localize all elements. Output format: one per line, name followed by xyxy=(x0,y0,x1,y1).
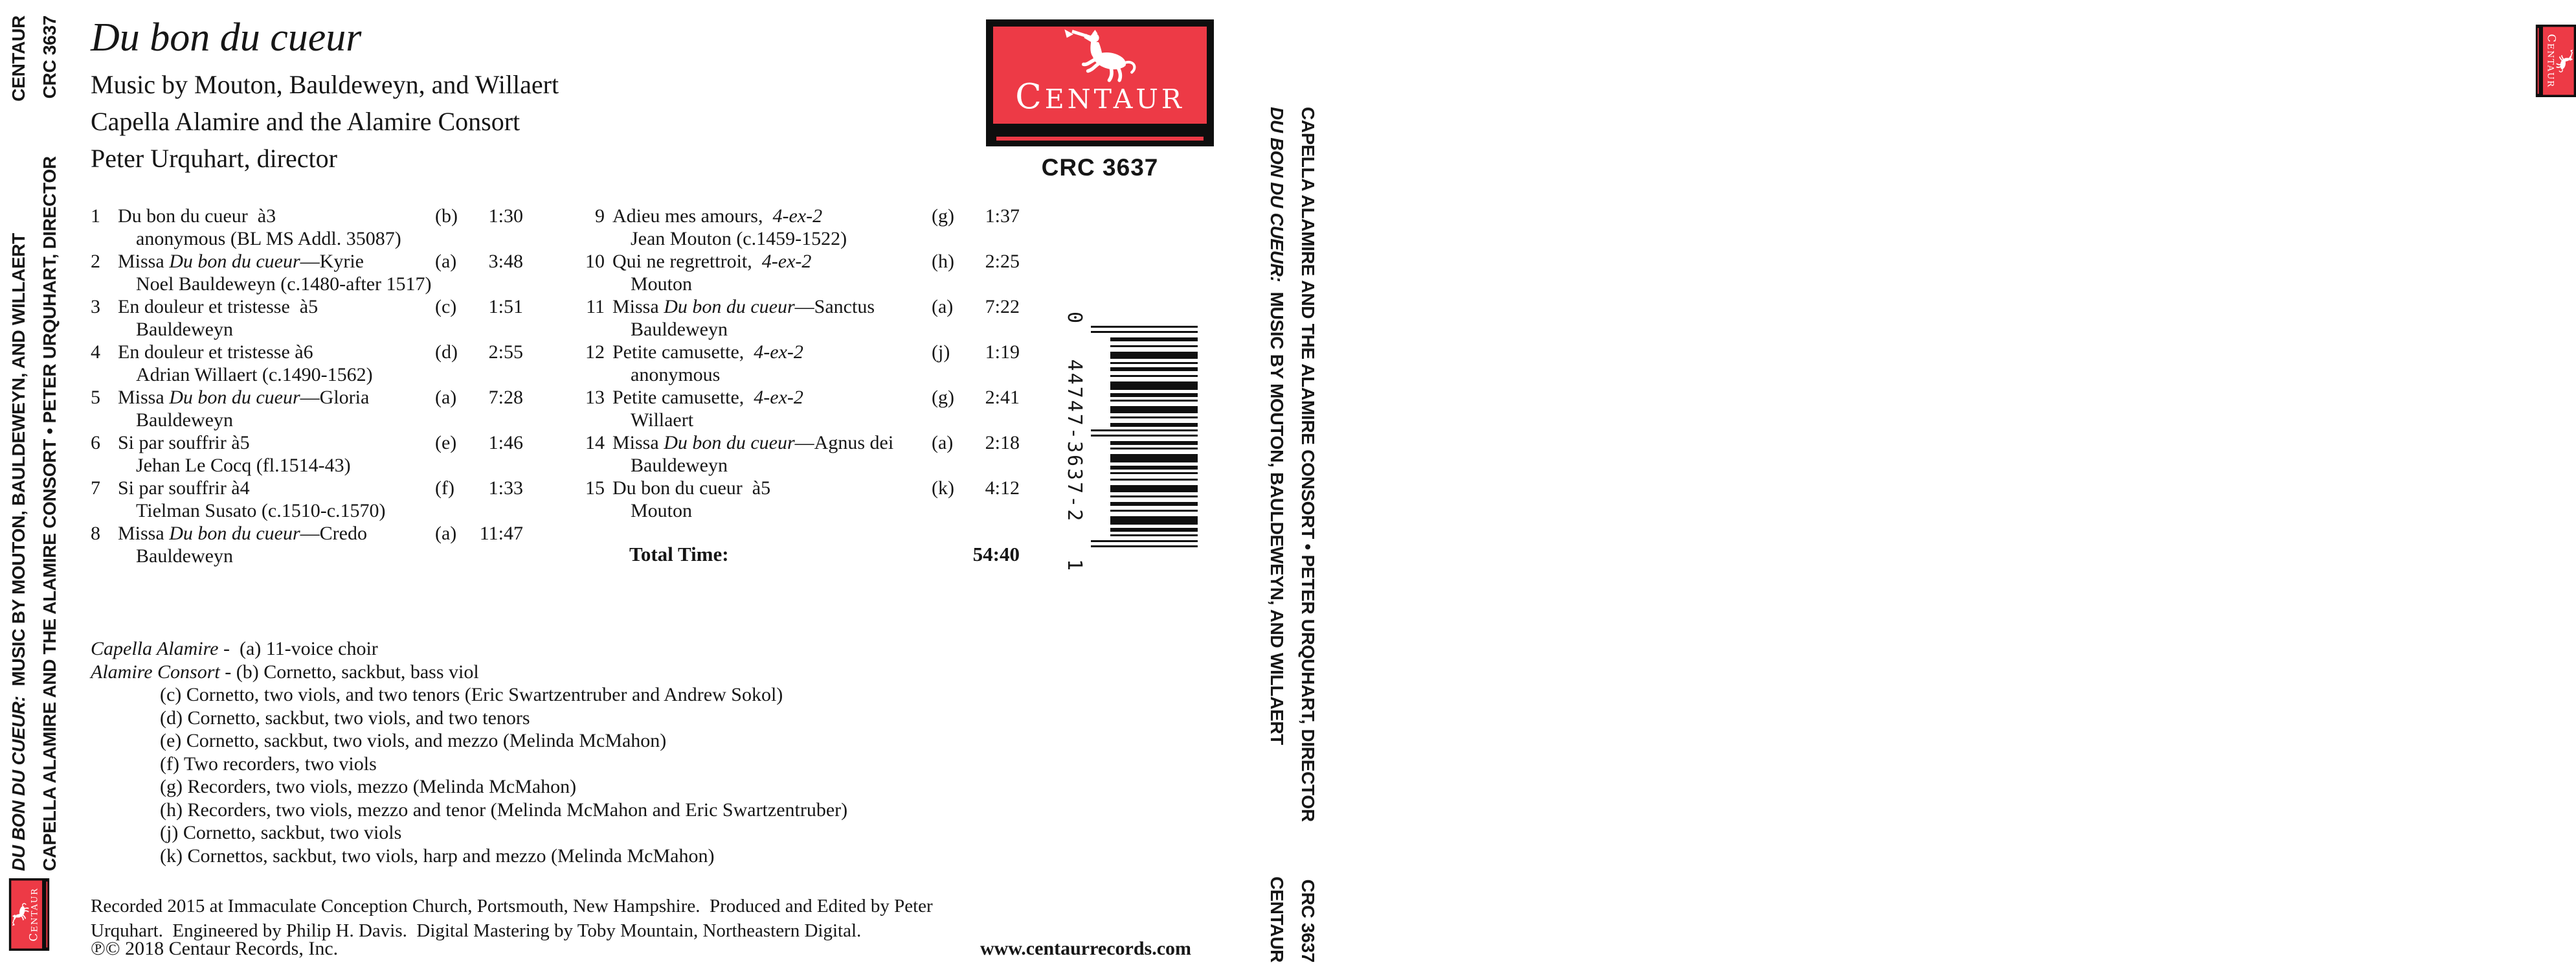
director-line: Peter Urquhart, director xyxy=(91,144,337,173)
barcode-number: 0 44747-3637-2 1 xyxy=(1063,312,1086,571)
track-performers: Willaert xyxy=(631,409,694,431)
track-row xyxy=(584,386,1020,431)
track-title: Missa Du bon du cueur—Gloria xyxy=(118,387,370,408)
track-number: 12 xyxy=(585,341,605,363)
track-scoring-code: (e) xyxy=(435,432,457,453)
spine-right-logo xyxy=(2536,25,2576,97)
legend-row: (c) Cornetto, two viols, and two tenors (Eric Swartzentruber and Andrew Sokol) xyxy=(160,684,783,705)
barcode xyxy=(1063,312,1198,571)
track-duration: 2:55 xyxy=(488,341,523,363)
track-row xyxy=(584,205,1020,250)
track-scoring-code: (a) xyxy=(435,387,457,408)
track-duration: 4:12 xyxy=(985,477,1020,499)
track-row xyxy=(91,386,523,431)
track-number: 2 xyxy=(91,251,100,272)
recording-credits xyxy=(91,894,1243,943)
track-performers: anonymous (BL MS Addl. 35087) xyxy=(136,228,401,249)
centaur-wordmark: CENTAUR xyxy=(27,887,40,942)
barcode-bars xyxy=(1091,326,1198,549)
ensemble-legend xyxy=(91,637,1230,867)
track-row xyxy=(584,295,1020,341)
track-title: En douleur et tristesse à6 xyxy=(118,341,313,363)
website-url: www.centaurrecords.com xyxy=(980,938,1191,959)
legend-row: Alamire Consort - (b) Cornetto, sackbut, bass viol xyxy=(91,661,479,683)
track-performers: Jean Mouton (c.1459-1522) xyxy=(631,228,847,249)
track-performers: anonymous xyxy=(631,364,721,385)
legend-row: (g) Recorders, two viols, mezzo (Melinda McMahon) xyxy=(160,776,577,797)
track-duration: 7:22 xyxy=(985,296,1020,317)
track-title: Missa Du bon du cueur—Kyrie xyxy=(118,251,364,272)
centaur-logo xyxy=(2536,25,2576,97)
track-row xyxy=(584,341,1020,386)
track-title: Petite camusette, 4-ex-2 xyxy=(612,341,803,363)
track-scoring-code: (a) xyxy=(435,523,457,544)
track-scoring-code: (d) xyxy=(435,341,458,363)
track-scoring-code: (a) xyxy=(932,296,954,317)
spine-album-title: DU BON DU CUEUR: MUSIC BY MOUTON, BAULDEWEYN, AND WILLAERT xyxy=(8,233,28,871)
track-title: Missa Du bon du cueur—Credo xyxy=(118,523,367,544)
track-number: 11 xyxy=(586,296,605,317)
track-list-right xyxy=(584,205,1020,522)
track-row xyxy=(91,295,523,341)
track-number: 9 xyxy=(595,205,605,227)
track-duration: 1:37 xyxy=(985,205,1020,227)
spine-right-text xyxy=(1261,0,1323,978)
track-title: Petite camusette, 4-ex-2 xyxy=(612,387,803,408)
legend-row: (j) Cornetto, sackbut, two viols xyxy=(160,822,402,843)
track-scoring-code: (k) xyxy=(932,477,954,499)
spine-left xyxy=(0,0,68,978)
track-performers: Mouton xyxy=(631,500,693,521)
spine-artist-row xyxy=(1292,0,1323,978)
spine-title-row xyxy=(3,0,34,978)
track-performers: Noel Bauldeweyn (c.1480-after 1517) xyxy=(136,273,432,295)
legend-row: (h) Recorders, two viols, mezzo and tenor (Melinda McMahon and Eric Swartzentruber) xyxy=(160,799,848,821)
logo-red-rule xyxy=(996,137,1204,141)
track-duration: 2:18 xyxy=(985,432,1020,453)
track-number: 8 xyxy=(91,523,100,544)
track-title: Du bon du cueur à3 xyxy=(118,205,276,227)
centaur-logo xyxy=(9,878,49,951)
track-row xyxy=(91,522,523,567)
track-row xyxy=(91,341,523,386)
track-scoring-code: (c) xyxy=(435,296,457,317)
credits-line: Urquhart. Engineered by Philip H. Davis. Digital Mastering by Toby Mountain, Northeastern Digital. xyxy=(91,920,862,941)
track-scoring-code: (g) xyxy=(932,387,954,408)
centaur-wordmark: CENTAUR xyxy=(1015,77,1185,117)
track-performers: Tielman Susato (c.1510-c.1570) xyxy=(136,500,386,521)
spine-label-name: CENTAUR xyxy=(8,16,28,102)
track-performers: Bauldeweyn xyxy=(136,409,233,431)
track-scoring-code: (j) xyxy=(932,341,950,363)
spine-artists: CAPELLA ALAMIRE AND THE ALAMIRE CONSORT • PETER URQUHART, DIRECTOR xyxy=(1297,107,1318,822)
track-number: 14 xyxy=(585,432,605,453)
track-scoring-code: (a) xyxy=(435,251,457,272)
track-number: 4 xyxy=(91,341,100,363)
logo-red-panel xyxy=(11,881,42,949)
ensembles-line: Capella Alamire and the Alamire Consort xyxy=(91,107,521,136)
total-time-row xyxy=(584,543,1020,566)
logo-red-panel xyxy=(2543,27,2574,95)
centaur-icon xyxy=(2557,45,2573,76)
logo-red-rule xyxy=(2538,28,2539,94)
track-performers: Mouton xyxy=(631,273,693,295)
legend-row: (d) Cornetto, sackbut, two viols, and two tenors xyxy=(160,707,530,729)
track-title: Si par souffrir à4 xyxy=(118,477,250,499)
track-duration: 2:25 xyxy=(985,251,1020,272)
track-title: Si par souffrir à5 xyxy=(118,432,250,453)
track-performers: Adrian Willaert (c.1490-1562) xyxy=(136,364,373,385)
track-title: Qui ne regrettroit, 4-ex-2 xyxy=(612,251,812,272)
spine-left-logo xyxy=(9,878,49,951)
track-title: Missa Du bon du cueur—Sanctus xyxy=(612,296,875,317)
spine-artists: CAPELLA ALAMIRE AND THE ALAMIRE CONSORT • PETER URQUHART, DIRECTOR xyxy=(39,156,60,871)
track-number: 3 xyxy=(91,296,100,317)
centaur-icon xyxy=(1051,28,1148,82)
album-subtitle: Music by Mouton, Bauldeweyn, and Willaert xyxy=(91,70,559,99)
track-performers: Bauldeweyn xyxy=(631,455,728,476)
track-number: 7 xyxy=(91,477,100,499)
track-scoring-code: (g) xyxy=(932,205,954,227)
track-scoring-code: (a) xyxy=(932,432,954,453)
track-duration: 1:51 xyxy=(488,296,523,317)
track-number: 15 xyxy=(585,477,605,499)
track-duration: 7:28 xyxy=(488,387,523,408)
total-time-value: 54:40 xyxy=(972,543,1020,565)
centaur-logo xyxy=(986,19,1214,146)
track-scoring-code: (h) xyxy=(932,251,954,272)
legend-row: (e) Cornetto, sackbut, two viols, and mezzo (Melinda McMahon) xyxy=(160,730,667,751)
centaur-wordmark: CENTAUR xyxy=(2545,34,2558,88)
catalog-number: CRC 3637 xyxy=(1041,154,1159,181)
copyright-notice: ℗© 2018 Centaur Records, Inc. xyxy=(91,938,339,959)
track-row xyxy=(584,477,1020,522)
track-title: Missa Du bon du cueur—Agnus dei xyxy=(612,432,894,453)
spine-album-title: DU BON DU CUEUR: MUSIC BY MOUTON, BAULDEWEYN, AND WILLAERT xyxy=(1266,107,1287,745)
track-scoring-code: (b) xyxy=(435,205,458,227)
legend-row: (f) Two recorders, two viols xyxy=(160,753,377,775)
track-list-left xyxy=(91,205,523,567)
header xyxy=(91,9,559,177)
track-row xyxy=(91,250,523,295)
spine-left-text xyxy=(3,0,65,978)
track-duration: 1:30 xyxy=(488,205,523,227)
track-performers: Bauldeweyn xyxy=(136,319,233,340)
centaur-icon xyxy=(12,899,28,930)
track-number: 6 xyxy=(91,432,100,453)
track-row xyxy=(584,431,1020,477)
legend-row: Capella Alamire - (a) 11-voice choir xyxy=(91,638,378,659)
track-row xyxy=(584,250,1020,295)
logo-red-rule xyxy=(46,881,47,948)
track-duration: 1:19 xyxy=(985,341,1020,363)
spine-catalog-number: CRC 3637 xyxy=(39,16,60,99)
track-duration: 2:41 xyxy=(985,387,1020,408)
spine-artist-row xyxy=(34,0,65,978)
track-duration: 1:33 xyxy=(488,477,523,499)
track-duration: 1:46 xyxy=(488,432,523,453)
track-row xyxy=(91,431,523,477)
track-number: 5 xyxy=(91,387,100,408)
legend-row: (k) Cornettos, sackbut, two viols, harp and mezzo (Melinda McMahon) xyxy=(160,845,715,867)
track-scoring-code: (f) xyxy=(435,477,454,499)
track-row xyxy=(91,205,523,250)
track-row xyxy=(91,477,523,522)
spine-label-name: CENTAUR xyxy=(1266,876,1287,962)
track-performers: Jehan Le Cocq (fl.1514-43) xyxy=(136,455,351,476)
album-title: Du bon du cueur xyxy=(91,16,362,60)
footer xyxy=(91,938,1191,960)
track-duration: 3:48 xyxy=(488,251,523,272)
track-title: Du bon du cueur à5 xyxy=(612,477,771,499)
track-title: En douleur et tristesse à5 xyxy=(118,296,319,317)
credits-line: Recorded 2015 at Immaculate Conception Church, Portsmouth, New Hampshire. Produced and Edited by Peter xyxy=(91,896,933,916)
spine-title-row xyxy=(1261,0,1292,978)
total-time-label: Total Time: xyxy=(629,543,729,565)
track-number: 1 xyxy=(91,205,100,227)
spine-catalog-number: CRC 3637 xyxy=(1297,879,1318,962)
track-performers: Bauldeweyn xyxy=(631,319,728,340)
track-title: Adieu mes amours, 4-ex-2 xyxy=(612,205,823,227)
logo-red-panel xyxy=(993,27,1207,124)
track-performers: Bauldeweyn xyxy=(136,545,233,567)
track-number: 10 xyxy=(585,251,605,272)
track-duration: 11:47 xyxy=(479,523,523,544)
spine-right xyxy=(1258,0,2558,978)
track-number: 13 xyxy=(585,387,605,408)
